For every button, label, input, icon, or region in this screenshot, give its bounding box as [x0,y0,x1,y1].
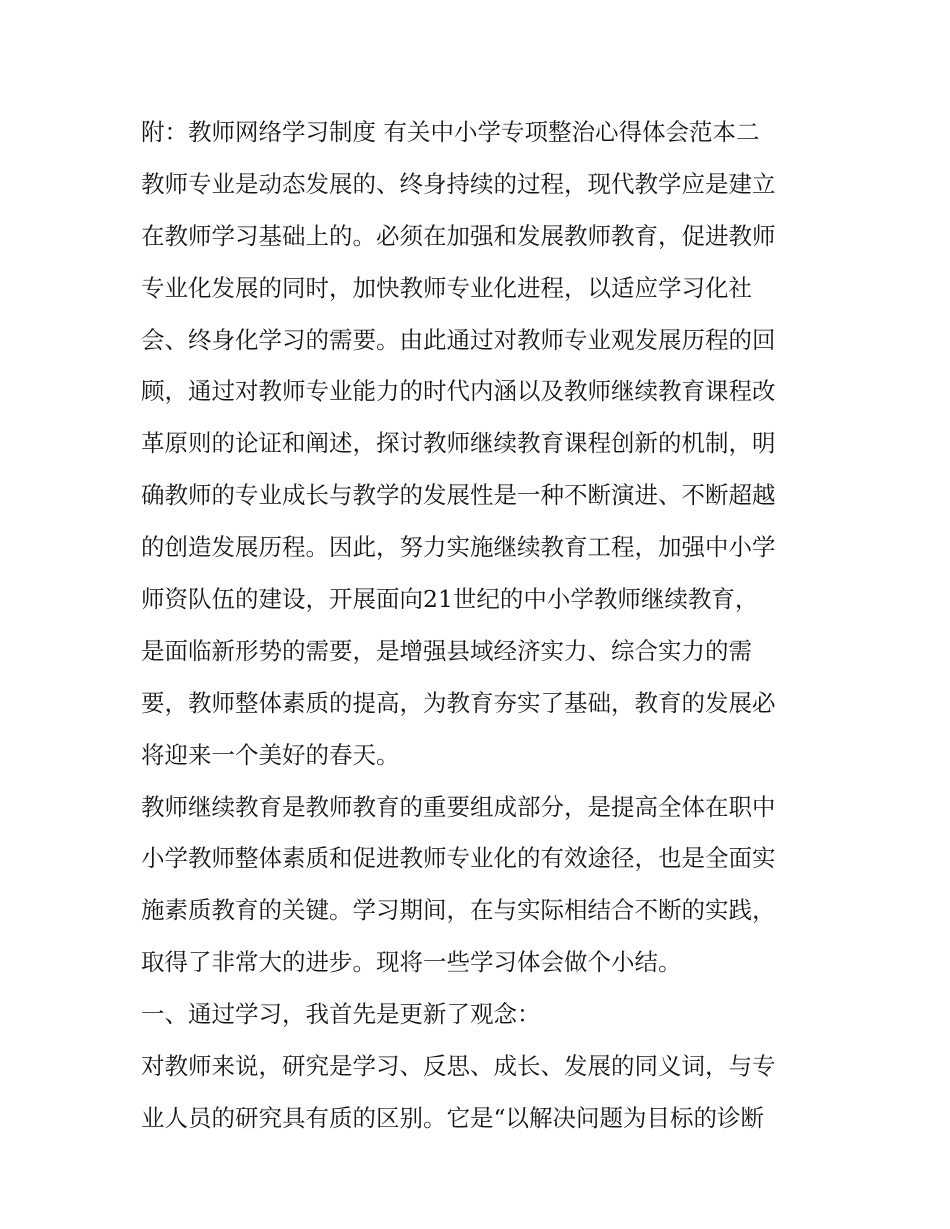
paragraph-line: 师资队伍的建设，开展面向21世纪的中小学教师继续教育， [141,585,759,614]
paragraph-line: 的创造发展历程。因此，努力实施继续教育工程，加强中小学 [141,533,776,562]
paragraph-line: 革原则的论证和阐述，探讨教师继续教育课程创新的机制，明 [141,429,776,458]
paragraph-line: 要，教师整体素质的提高，为教育夯实了基础，教育的发展必 [141,688,776,717]
paragraph-line: 施素质教育的关键。学习期间，在与实际相结合不断的实践， [141,896,776,925]
paragraph-line: 对教师来说，研究是学习、反思、成长、发展的同义词，与专 [141,1052,776,1081]
paragraph-line: 顾，通过对教师专业能力的时代内涵以及教师继续教育课程改 [141,377,776,406]
paragraph-line: 教师继续教育是教师教育的重要组成部分，是提高全体在职中 [141,792,776,821]
paragraph-line: 会、终身化学习的需要。由此通过对教师专业观发展历程的回 [141,325,776,354]
paragraph-line: 业人员的研究具有质的区别。它是“以解决问题为目标的诊断 [141,1103,765,1132]
paragraph-line: 在教师学习基础上的。必须在加强和发展教师教育，促进教师 [141,221,776,250]
paragraph-line: 教师专业是动态发展的、终身持续的过程，现代教学应是建立 [141,169,776,198]
document-body [141,107,821,1145]
paragraph-line: 小学教师整体素质和促进教师专业化的有效途径，也是全面实 [141,844,776,873]
paragraph-line: 将迎来一个美好的春天。 [141,740,400,769]
title-line: 附：教师网络学习制度 有关中小学专项整治心得体会范本二 [141,118,760,146]
paragraph-line: 专业化发展的同时，加快教师专业化进程，以适应学习化社 [141,273,752,302]
section-heading-line: 一、通过学习，我首先是更新了观念： [141,1000,541,1029]
paragraph-line: 确教师的专业成长与教学的发展性是一种不断演进、不断超越 [141,481,776,510]
paragraph-line: 取得了非常大的进步。现将一些学习体会做个小结。 [141,948,682,977]
paragraph-line: 是面临新形势的需要，是增强县域经济实力、综合实力的需 [141,636,752,665]
